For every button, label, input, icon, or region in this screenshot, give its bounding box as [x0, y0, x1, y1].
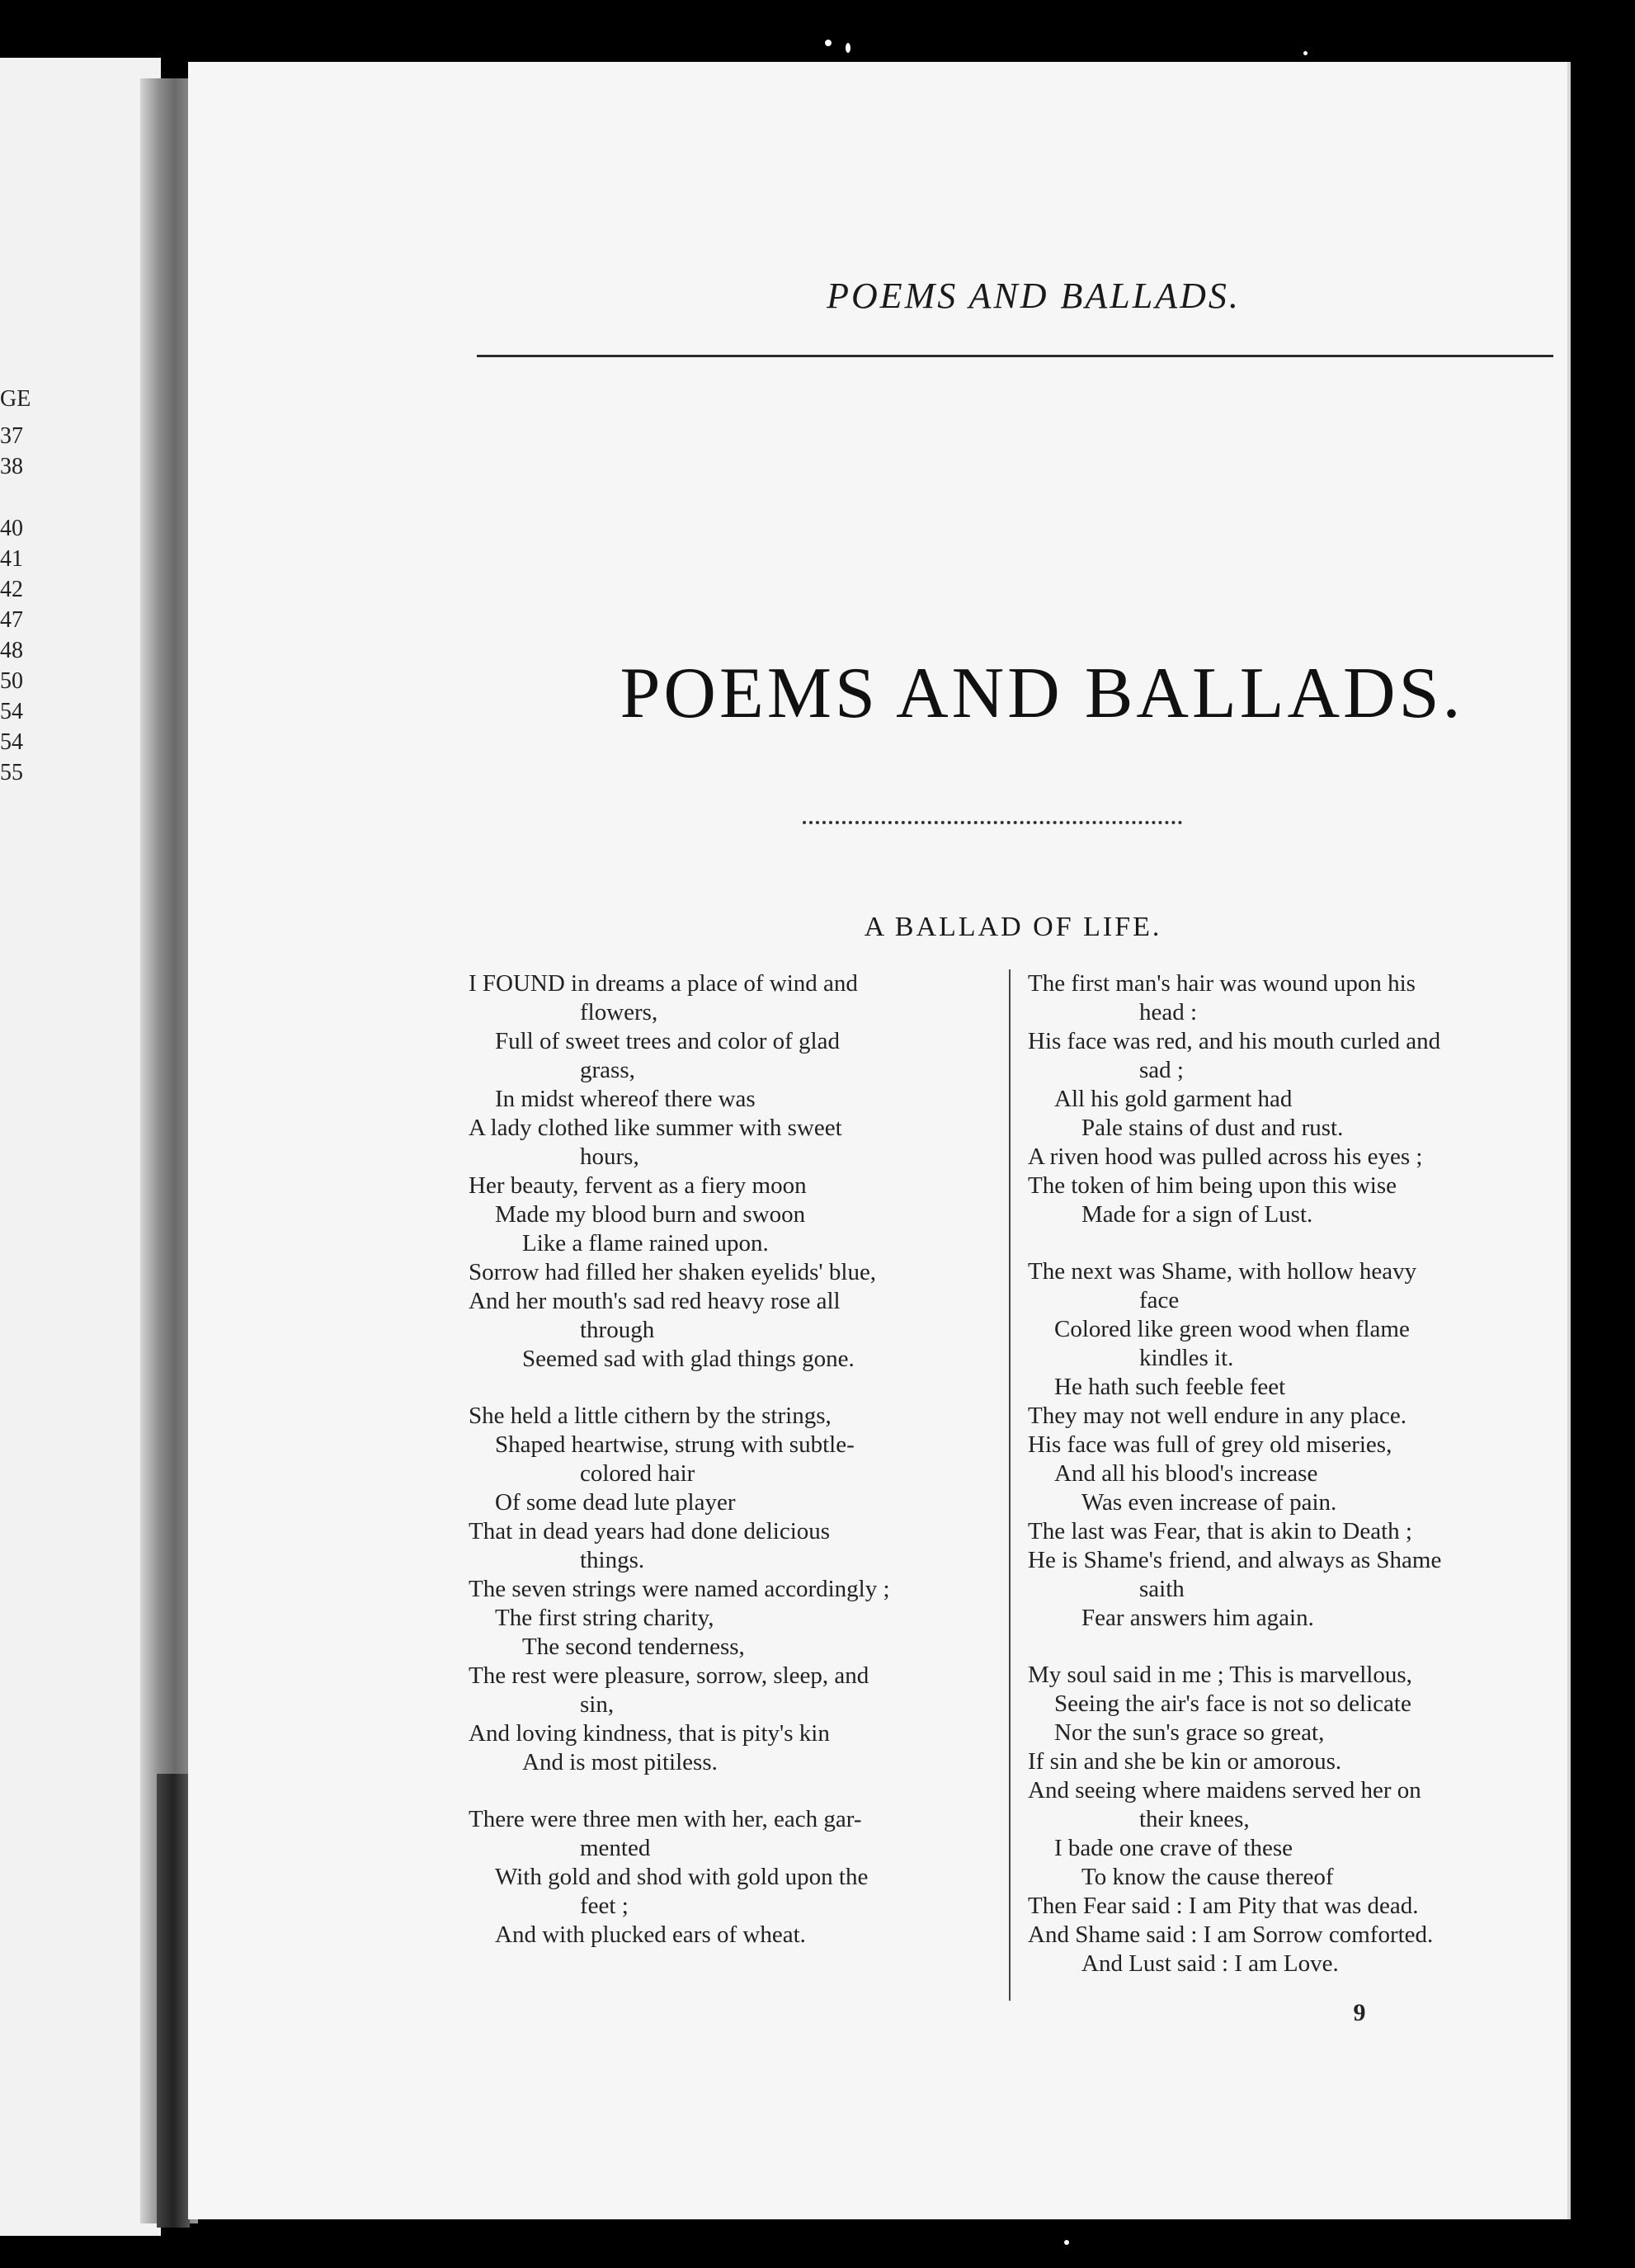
left-page-number: 40: [0, 516, 23, 541]
poem-line: And her mouth's sad red heavy rose all: [469, 1288, 841, 1314]
poem-line: The first man's hair was wound upon his: [1028, 970, 1416, 997]
left-page-number: 47: [0, 607, 23, 633]
poem-line: They may not well endure in any place.: [1028, 1403, 1407, 1429]
poem-line: colored hair: [580, 1460, 695, 1487]
dotted-ornament-rule: [803, 821, 1182, 824]
poem-title: A BALLAD OF LIFE.: [864, 912, 1162, 942]
poem-column-left: [469, 969, 1001, 1950]
scan-speck: [846, 43, 850, 53]
poem-line: flowers,: [580, 999, 658, 1026]
left-page-edge: [0, 58, 161, 2236]
poem-line: The seven strings were named accordingly ;: [469, 1576, 890, 1602]
left-page-number: 42: [0, 577, 23, 602]
poem-line: He hath such feeble feet: [1054, 1374, 1286, 1400]
left-page-number: 41: [0, 546, 23, 572]
poem-line: feet ;: [580, 1893, 629, 1919]
poem-line: Her beauty, fervent as a fiery moon: [469, 1172, 807, 1199]
poem-line: their knees,: [1139, 1806, 1250, 1832]
poem-line: I bade one crave of these: [1054, 1835, 1293, 1861]
poem-line: And Shame said : I am Sorrow comforted.: [1028, 1921, 1434, 1948]
poem-line: The next was Shame, with hollow heavy: [1028, 1258, 1417, 1285]
poem-line: His face was red, and his mouth curled and: [1028, 1028, 1441, 1054]
poem-line: My soul said in me ; This is marvellous,: [1028, 1662, 1412, 1688]
scan-speck: [1064, 2240, 1069, 2245]
poem-line: There were three men with her, each gar-: [469, 1806, 862, 1832]
poem-line: She held a little cithern by the strings,: [469, 1403, 832, 1429]
left-page-number: 54: [0, 729, 23, 755]
left-page-number: 50: [0, 668, 23, 694]
stanza-break: [1028, 1229, 1562, 1257]
poem-line: With gold and shod with gold upon the: [495, 1864, 869, 1890]
page-number: 9: [1353, 1999, 1366, 2026]
poem-line: And Lust said : I am Love.: [1081, 1950, 1339, 1977]
poem-line: In midst whereof there was: [495, 1086, 756, 1112]
poem-line: Seeing the air's face is not so delicate: [1054, 1690, 1411, 1717]
stanza-break: [469, 1374, 1001, 1402]
left-page-number: 38: [0, 454, 23, 479]
poem-line: Seemed sad with glad things gone.: [522, 1346, 855, 1372]
running-head: POEMS AND BALLADS.: [827, 276, 1241, 316]
page-title: POEMS AND BALLADS.: [620, 653, 1464, 733]
poem-line: sad ;: [1139, 1057, 1184, 1083]
poem-line: A lady clothed like summer with sweet: [469, 1115, 842, 1141]
gutter-shadow: [157, 1774, 190, 2228]
poem-line: A riven hood was pulled across his eyes ;: [1028, 1143, 1423, 1170]
scan-speck: [825, 40, 832, 46]
poem-line: All his gold garment had: [1054, 1086, 1293, 1112]
poem-line: Sorrow had filled her shaken eyelids' blue,: [469, 1259, 877, 1285]
poem-line: And loving kindness, that is pity's kin: [469, 1720, 830, 1747]
poem-line: Made my blood burn and swoon: [495, 1201, 806, 1228]
poem-line: He is Shame's friend, and always as Shame: [1028, 1547, 1442, 1573]
poem-line: His face was full of grey old miseries,: [1028, 1431, 1392, 1458]
poem-line: The last was Fear, that is akin to Death ;: [1028, 1518, 1412, 1544]
poem-line: Fear answers him again.: [1081, 1605, 1314, 1631]
poem-line: I FOUND in dreams a place of wind and: [469, 970, 858, 997]
poem-line: To know the cause thereof: [1081, 1864, 1334, 1890]
poem-line: And is most pitiless.: [522, 1749, 718, 1775]
poem-line: grass,: [580, 1057, 635, 1083]
book-page: [188, 62, 1567, 2219]
poem-line: sin,: [580, 1691, 615, 1718]
left-page-number: 55: [0, 760, 23, 785]
poem-line: Then Fear said : I am Pity that was dead.: [1028, 1893, 1419, 1919]
poem-line: kindles it.: [1139, 1345, 1234, 1371]
left-page-number: 37: [0, 423, 23, 449]
poem-line: things.: [580, 1547, 645, 1573]
poem-line: face: [1139, 1287, 1180, 1313]
poem-line: through: [580, 1317, 655, 1343]
header-rule: [477, 355, 1553, 357]
poem-line: Nor the sun's grace so great,: [1054, 1719, 1325, 1746]
stanza-break: [469, 1777, 1001, 1805]
column-divider: [1009, 969, 1011, 2001]
poem-line: Colored like green wood when flame: [1054, 1316, 1410, 1342]
poem-line: Made for a sign of Lust.: [1081, 1201, 1313, 1228]
poem-line: mented: [580, 1835, 651, 1861]
poem-line: That in dead years had done delicious: [469, 1518, 831, 1544]
poem-line: And seeing where maidens served her on: [1028, 1777, 1421, 1804]
poem-line: And all his blood's increase: [1054, 1460, 1318, 1487]
poem-line: The token of him being upon this wise: [1028, 1172, 1397, 1199]
left-page-number: 48: [0, 638, 23, 663]
left-page-number: GE: [0, 386, 31, 412]
poem-line: Like a flame rained upon.: [522, 1230, 769, 1257]
poem-line: Shaped heartwise, strung with subtle-: [495, 1431, 855, 1458]
poem-line: And with plucked ears of wheat.: [495, 1921, 806, 1948]
poem-line: The second tenderness,: [522, 1634, 745, 1660]
poem-line: head :: [1139, 999, 1198, 1026]
poem-line: saith: [1139, 1576, 1185, 1602]
poem-line: Was even increase of pain.: [1081, 1489, 1337, 1516]
poem-line: The rest were pleasure, sorrow, sleep, and: [469, 1662, 869, 1689]
poem-line: The first string charity,: [495, 1605, 714, 1631]
poem-column-right: [1028, 969, 1562, 1978]
left-page-number: 54: [0, 699, 23, 724]
left-page-numbers: [0, 384, 33, 788]
poem-line: Pale stains of dust and rust.: [1081, 1115, 1344, 1141]
scan-speck: [1303, 51, 1308, 55]
stanza-break: [1028, 1633, 1562, 1661]
poem-line: hours,: [580, 1143, 639, 1170]
poem-line: Of some dead lute player: [495, 1489, 736, 1516]
poem-line: Full of sweet trees and color of glad: [495, 1028, 840, 1054]
poem-line: If sin and she be kin or amorous.: [1028, 1748, 1342, 1775]
